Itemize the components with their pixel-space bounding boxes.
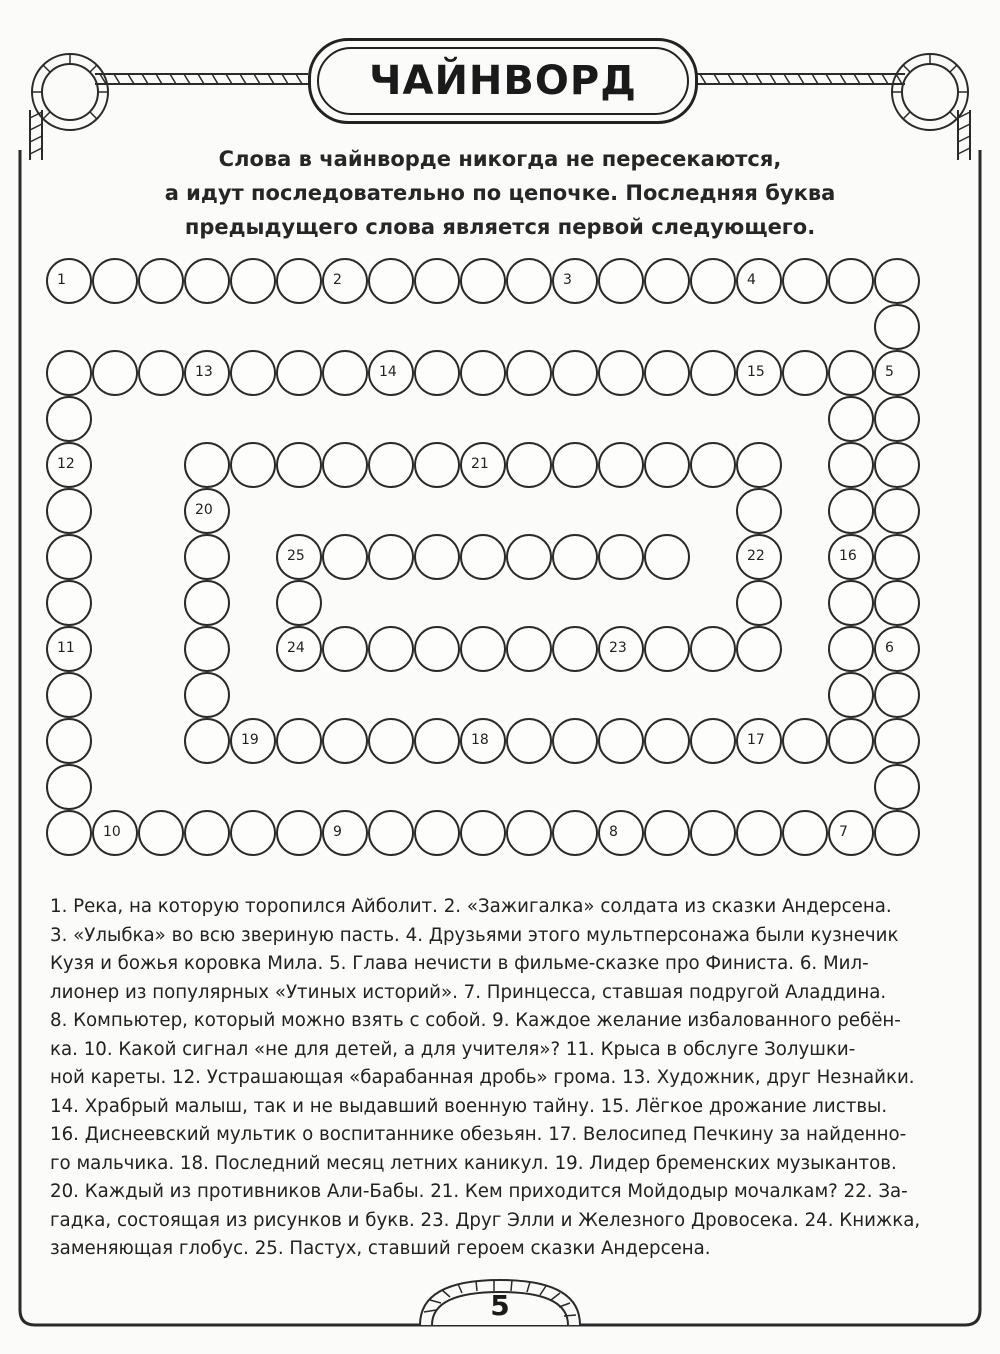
- letter-cell[interactable]: [874, 672, 920, 718]
- page-title: ЧАЙНВОРД: [369, 58, 637, 104]
- cell-number: 4: [747, 272, 756, 288]
- letter-cell[interactable]: [552, 534, 598, 580]
- letter-cell[interactable]: [874, 534, 920, 580]
- cell-number: 8: [609, 824, 618, 840]
- letter-cell[interactable]: [506, 258, 552, 304]
- letter-cell[interactable]: [230, 350, 276, 396]
- letter-cell[interactable]: [874, 580, 920, 626]
- letter-cell[interactable]: [184, 258, 230, 304]
- letter-cell[interactable]: [874, 258, 920, 304]
- letter-cell[interactable]: [552, 810, 598, 856]
- letter-cell[interactable]: [46, 672, 92, 718]
- letter-cell[interactable]: [828, 626, 874, 672]
- letter-cell[interactable]: [368, 626, 414, 672]
- letter-cell[interactable]: [368, 810, 414, 856]
- letter-cell[interactable]: [644, 534, 690, 580]
- letter-cell[interactable]: [874, 764, 920, 810]
- letter-cell[interactable]: [92, 810, 138, 856]
- clue-line: 3. «Улыбка» во всю звериную пасть. 4. Друзьями этого мультперсонажа были кузнечик: [50, 924, 899, 946]
- letter-cell[interactable]: [460, 442, 506, 488]
- clue-line: го мальчика. 18. Последний месяц летних каникул. 19. Лидер бременских музыкантов.: [50, 1152, 897, 1174]
- clue-line: Кузя и божья коровка Мила. 5. Глава нечисти в фильме-сказке про Финиста. 6. Мил-: [50, 953, 869, 974]
- letter-cell[interactable]: [644, 626, 690, 672]
- cell-number: 11: [57, 640, 75, 656]
- letter-cell[interactable]: [690, 442, 736, 488]
- clue-line: 1. Река, на которую торопился Айболит. 2. «Зажигалка» солдата из сказки Андерсена.: [50, 896, 892, 917]
- clue-line: заменяющая глобус. 25. Пастух, ставший героем сказки Андерсена.: [50, 1238, 711, 1259]
- clue-line: 8. Компьютер, который можно взять с собой. 9. Каждое желание избалованного ребён-: [50, 1010, 901, 1031]
- letter-cell[interactable]: [690, 350, 736, 396]
- letter-cell[interactable]: [230, 810, 276, 856]
- instructions-line: Слова в чайнворде никогда не пересекаются,: [218, 147, 782, 171]
- cell-number: 7: [839, 824, 848, 840]
- letter-cell[interactable]: [644, 442, 690, 488]
- letter-cell[interactable]: [506, 810, 552, 856]
- cell-number: 13: [195, 364, 213, 380]
- letter-cell[interactable]: [414, 810, 460, 856]
- letter-cell[interactable]: [690, 810, 736, 856]
- letter-cell[interactable]: [874, 626, 920, 672]
- letter-cell[interactable]: [368, 442, 414, 488]
- letter-cell[interactable]: [552, 626, 598, 672]
- letter-cell[interactable]: [828, 442, 874, 488]
- letter-cell[interactable]: [460, 258, 506, 304]
- letter-cell[interactable]: [552, 718, 598, 764]
- letter-cell[interactable]: [414, 626, 460, 672]
- letter-cell[interactable]: [184, 442, 230, 488]
- letter-cell[interactable]: [828, 672, 874, 718]
- cell-number: 5: [885, 364, 894, 380]
- clue-line: гадка, состоящая из рисунков и букв. 23. Друг Элли и Железного Дровосека. 24. Книжка,: [50, 1209, 921, 1231]
- letter-cell[interactable]: [598, 810, 644, 856]
- letter-cell[interactable]: [690, 626, 736, 672]
- clue-line: 20. Каждый из противников Али-Бабы. 21. Кем приходится Мойдодыр мочалкам? 22. За-: [50, 1181, 908, 1202]
- letter-cell[interactable]: [46, 534, 92, 580]
- cell-number: 1: [57, 272, 66, 288]
- letter-cell[interactable]: [506, 718, 552, 764]
- cell-number: 19: [241, 732, 259, 748]
- letter-cell[interactable]: [230, 258, 276, 304]
- cell-number: 9: [333, 824, 342, 840]
- letter-cell[interactable]: [828, 396, 874, 442]
- letter-cell[interactable]: [736, 810, 782, 856]
- letter-cell[interactable]: [874, 396, 920, 442]
- letter-cell[interactable]: [828, 258, 874, 304]
- cell-number: 12: [57, 456, 75, 472]
- letter-cell[interactable]: [46, 350, 92, 396]
- instructions-line: предыдущего слова является первой следующего.: [184, 215, 816, 239]
- letter-cell[interactable]: [414, 718, 460, 764]
- letter-cell[interactable]: [138, 810, 184, 856]
- letter-cell[interactable]: [552, 350, 598, 396]
- letter-cell[interactable]: [736, 626, 782, 672]
- letter-cell[interactable]: [46, 580, 92, 626]
- letter-cell[interactable]: [828, 718, 874, 764]
- letter-cell[interactable]: [46, 258, 92, 304]
- letter-cell[interactable]: [230, 442, 276, 488]
- letter-cell[interactable]: [736, 534, 782, 580]
- letter-cell[interactable]: [322, 810, 368, 856]
- letter-cell[interactable]: [46, 626, 92, 672]
- clue-line: ной кареты. 12. Устрашающая «барабанная дробь» грома. 13. Художник, друг Незнайки.: [50, 1067, 915, 1088]
- letter-cell[interactable]: [506, 626, 552, 672]
- letter-cell[interactable]: [368, 534, 414, 580]
- letter-cell[interactable]: [276, 718, 322, 764]
- cell-number: 22: [747, 548, 765, 564]
- letter-cell[interactable]: [506, 350, 552, 396]
- letter-cell[interactable]: [736, 258, 782, 304]
- letter-cell[interactable]: [828, 534, 874, 580]
- letter-cell[interactable]: [276, 810, 322, 856]
- letter-cell[interactable]: [414, 534, 460, 580]
- letter-cell[interactable]: [184, 810, 230, 856]
- letter-cell[interactable]: [368, 718, 414, 764]
- letter-cell[interactable]: [322, 258, 368, 304]
- cell-number: 25: [287, 548, 305, 564]
- letter-cell[interactable]: [276, 534, 322, 580]
- letter-cell[interactable]: [828, 488, 874, 534]
- letter-cell[interactable]: [828, 580, 874, 626]
- letter-cell[interactable]: [782, 810, 828, 856]
- letter-cell[interactable]: [46, 810, 92, 856]
- letter-cell[interactable]: [644, 350, 690, 396]
- letter-cell[interactable]: [276, 626, 322, 672]
- letter-cell[interactable]: [184, 718, 230, 764]
- letter-cell[interactable]: [644, 718, 690, 764]
- clue-line: ка. 10. Какой сигнал «не для детей, а для учителя»? 11. Крыса в обслуге Золушки-: [50, 1038, 856, 1060]
- letter-cell[interactable]: [506, 534, 552, 580]
- letter-cell[interactable]: [184, 672, 230, 718]
- letter-cell[interactable]: [322, 534, 368, 580]
- letter-cell[interactable]: [644, 258, 690, 304]
- letter-cell[interactable]: [782, 350, 828, 396]
- letter-cell[interactable]: [276, 442, 322, 488]
- instructions-line: а идут последовательно по цепочке. Последняя буква: [164, 181, 836, 205]
- letter-cell[interactable]: [782, 258, 828, 304]
- letter-cell[interactable]: [690, 258, 736, 304]
- letter-cell[interactable]: [598, 534, 644, 580]
- letter-cell[interactable]: [782, 718, 828, 764]
- letter-cell[interactable]: [598, 350, 644, 396]
- letter-cell[interactable]: [322, 350, 368, 396]
- letter-cell[interactable]: [138, 258, 184, 304]
- letter-cell[interactable]: [184, 580, 230, 626]
- letter-cell[interactable]: [874, 350, 920, 396]
- letter-cell[interactable]: [322, 626, 368, 672]
- letter-cell[interactable]: [644, 810, 690, 856]
- clue-line: 16. Диснеевский мультик о воспитаннике обезьян. 17. Велосипед Печкину за найденно-: [50, 1124, 907, 1145]
- letter-cell[interactable]: [276, 350, 322, 396]
- cell-number: 10: [103, 824, 121, 840]
- letter-cell[interactable]: [414, 350, 460, 396]
- cell-number: 15: [747, 364, 765, 380]
- letter-cell[interactable]: [690, 718, 736, 764]
- letter-cell[interactable]: [46, 396, 92, 442]
- clue-line: 14. Храбрый малыш, так и не выдавший военную тайну. 15. Лёгкое дрожание листвы.: [50, 1095, 888, 1117]
- cell-number: 2: [333, 272, 342, 288]
- letter-cell[interactable]: [46, 764, 92, 810]
- letter-cell[interactable]: [598, 442, 644, 488]
- cell-number: 20: [195, 502, 213, 518]
- letter-cell[interactable]: [460, 534, 506, 580]
- letter-cell[interactable]: [276, 580, 322, 626]
- letter-cell[interactable]: [460, 718, 506, 764]
- letter-cell[interactable]: [874, 442, 920, 488]
- letter-cell[interactable]: [92, 258, 138, 304]
- letter-cell[interactable]: [138, 350, 184, 396]
- cell-number: 18: [471, 732, 489, 748]
- letter-cell[interactable]: [552, 258, 598, 304]
- clue-line: лионер из популярных «Утиных историй». 7. Принцесса, ставшая подругой Аладдина.: [50, 981, 887, 1003]
- cell-number: 21: [471, 456, 489, 472]
- letter-cell[interactable]: [230, 718, 276, 764]
- letter-cell[interactable]: [184, 488, 230, 534]
- letter-cell[interactable]: [736, 580, 782, 626]
- letter-cell[interactable]: [46, 488, 92, 534]
- letter-cell[interactable]: [598, 258, 644, 304]
- letter-cell[interactable]: [368, 350, 414, 396]
- letter-cell[interactable]: [46, 718, 92, 764]
- letter-cell[interactable]: [368, 258, 414, 304]
- letter-cell[interactable]: [552, 442, 598, 488]
- page-number: 5: [490, 1288, 510, 1322]
- letter-cell[interactable]: [322, 718, 368, 764]
- letter-cell[interactable]: [184, 626, 230, 672]
- letter-cell[interactable]: [828, 810, 874, 856]
- cell-number: 6: [885, 640, 894, 656]
- letter-cell[interactable]: [322, 442, 368, 488]
- letter-cell[interactable]: [460, 810, 506, 856]
- clues-text: [50, 893, 930, 1264]
- letter-cell[interactable]: [736, 488, 782, 534]
- cell-number: 23: [609, 640, 627, 656]
- letter-cell[interactable]: [736, 350, 782, 396]
- letter-cell[interactable]: [874, 718, 920, 764]
- letter-cell[interactable]: [184, 534, 230, 580]
- letter-cell[interactable]: [414, 258, 460, 304]
- letter-cell[interactable]: [506, 442, 552, 488]
- letter-cell[interactable]: [736, 718, 782, 764]
- letter-cell[interactable]: [92, 350, 138, 396]
- cell-number: 3: [563, 272, 572, 288]
- letter-cell[interactable]: [414, 442, 460, 488]
- cell-number: 17: [747, 732, 765, 748]
- letter-cell[interactable]: [276, 258, 322, 304]
- cell-number: 24: [287, 640, 305, 656]
- letter-cell[interactable]: [460, 350, 506, 396]
- letter-cell[interactable]: [184, 350, 230, 396]
- letter-cell[interactable]: [46, 442, 92, 488]
- letter-cell[interactable]: [828, 350, 874, 396]
- cell-number: 16: [839, 548, 857, 564]
- letter-cell[interactable]: [598, 718, 644, 764]
- letter-cell[interactable]: [598, 626, 644, 672]
- letter-cell[interactable]: [460, 626, 506, 672]
- letter-cell[interactable]: [736, 442, 782, 488]
- letter-cell[interactable]: [874, 810, 920, 856]
- letter-cell[interactable]: [874, 488, 920, 534]
- letter-cell[interactable]: [874, 304, 920, 350]
- cell-number: 14: [379, 364, 397, 380]
